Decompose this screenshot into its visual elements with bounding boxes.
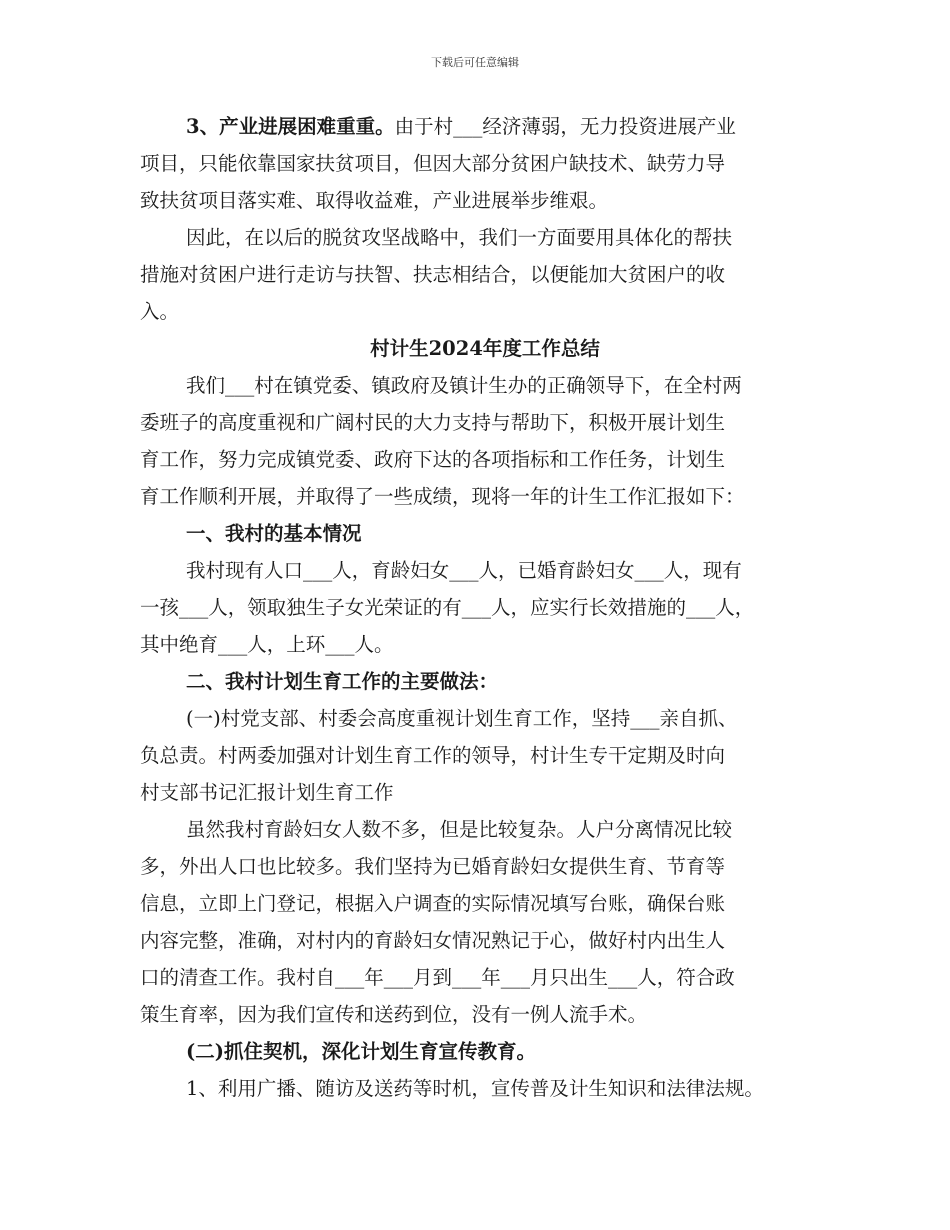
line-text: 入。	[140, 300, 180, 323]
text-line	[140, 626, 830, 663]
document-title	[140, 330, 830, 367]
line-text: 1、利用广播、随访及送药等时机，宣传普及计生知识和法律法规。	[186, 1077, 764, 1100]
text-line	[140, 367, 830, 404]
line-text: 我村现有人口___人，育龄妇女___人，已婚育龄妇女___人，现有	[186, 559, 742, 582]
text-line	[140, 182, 830, 219]
line-text: 负总责。村两委加强对计划生育工作的领导，村计生专干定期及时向	[140, 744, 726, 767]
line-text: 内容完整，准确，对村内的育龄妇女情况熟记于心，做好村内出生人	[140, 929, 726, 952]
line-text: 因此，在以后的脱贫攻坚战略中，我们一方面要用具体化的帮扶	[186, 226, 733, 249]
line-text: 信息，立即上门登记，根据入户调查的实际情况填写台账，确保台账	[140, 892, 726, 915]
page-header: 下载后可任意编辑	[431, 56, 519, 69]
bold-text: (二)抓住契机，深化计划生育宣传教育。	[186, 1040, 536, 1063]
line-text: (一)村党支部、村委会高度重视计划生育工作，坚持___亲自抓、	[186, 707, 738, 730]
line-text: 口的清查工作。我村自___年___月到___年___月只出生___人，符合政	[140, 966, 735, 989]
line-text: 育工作，努力完成镇党委、政府下达的各项指标和工作任务，计划生	[140, 448, 726, 471]
line-text: 致扶贫项目落实难、取得收益难，产业进展举步维艰。	[140, 189, 609, 212]
line-text: 由于村___经济薄弱，无力投资进展产业	[394, 115, 736, 138]
text-line	[140, 145, 830, 182]
document-body	[140, 108, 830, 1107]
text-line	[140, 959, 830, 996]
line-text: 一孩___人，领取独生子女光荣证的有___人，应实行长效措施的___人，	[140, 596, 755, 619]
line-text: 村支部书记汇报计划生育工作	[140, 781, 394, 804]
section-heading	[140, 663, 830, 700]
text-line	[140, 404, 830, 441]
line-text: 我们___村在镇党委、镇政府及镇计生办的正确领导下，在全村两	[186, 374, 742, 397]
section-heading	[140, 1033, 830, 1070]
text-line	[140, 1070, 830, 1107]
line-text: 项目，只能依靠国家扶贫项目，但因大部分贫困户缺技术、缺劳力导	[140, 152, 726, 175]
bold-text: 3、产业进展困难重重。	[186, 115, 395, 138]
text-line	[140, 922, 830, 959]
text-line	[140, 108, 830, 145]
text-line	[140, 811, 830, 848]
text-line	[140, 589, 830, 626]
line-text: 措施对贫困户进行走访与扶智、扶志相结合，以便能加大贫困户的收	[140, 263, 726, 286]
text-line	[140, 885, 830, 922]
text-line	[140, 293, 830, 330]
section-heading	[140, 515, 830, 552]
bold-text: 一、我村的基本情况	[186, 522, 362, 545]
text-line	[140, 774, 830, 811]
line-text: 策生育率，因为我们宣传和送药到位，没有一例人流手术。	[140, 1003, 648, 1026]
text-line	[140, 256, 830, 293]
text-line	[140, 700, 830, 737]
bold-text: 二、我村计划生育工作的主要做法：	[186, 670, 499, 693]
text-line	[140, 737, 830, 774]
text-line	[140, 996, 830, 1033]
text-line	[140, 552, 830, 589]
text-line	[140, 219, 830, 256]
line-text: 育工作顺利开展，并取得了一些成绩，现将一年的计生工作汇报如下：	[140, 485, 745, 508]
text-line	[140, 441, 830, 478]
line-text: 虽然我村育龄妇女人数不多，但是比较复杂。人户分离情况比较	[186, 818, 733, 841]
bold-text: 村计生2024年度工作总结	[370, 337, 600, 360]
line-text: 多，外出人口也比较多。我们坚持为已婚育龄妇女提供生育、节育等	[140, 855, 726, 878]
line-text: 其中绝育___人，上环___人。	[140, 633, 394, 656]
text-line	[140, 848, 830, 885]
text-line	[140, 478, 830, 515]
line-text: 委班子的高度重视和广阔村民的大力支持与帮助下，积极开展计划生	[140, 411, 726, 434]
